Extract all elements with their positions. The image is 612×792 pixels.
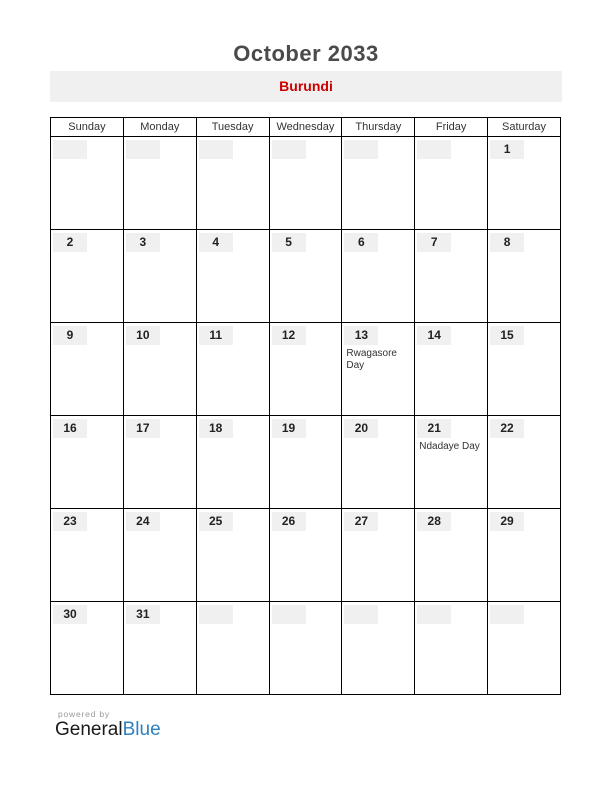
brand-general: General	[55, 719, 123, 740]
day-number: 2	[53, 233, 87, 252]
day-cell	[123, 323, 196, 416]
day-header-thursday: Thursday	[342, 118, 415, 137]
day-cell	[342, 230, 415, 323]
day-number: 18	[199, 419, 233, 438]
day-header-saturday: Saturday	[488, 118, 561, 137]
week-row	[51, 509, 561, 602]
day-cell	[51, 323, 124, 416]
day-number: 6	[344, 233, 378, 252]
day-number: 13	[344, 326, 378, 345]
day-number: 14	[417, 326, 451, 345]
day-number: 1	[490, 140, 524, 159]
day-cell	[488, 602, 561, 695]
day-cell	[123, 602, 196, 695]
day-cell	[196, 509, 269, 602]
calendar-header-row	[51, 118, 561, 137]
day-cell	[488, 137, 561, 230]
day-number	[417, 140, 451, 159]
page-title: October 2033	[233, 41, 379, 66]
day-cell	[269, 509, 342, 602]
day-number: 15	[490, 326, 524, 345]
day-number: 17	[126, 419, 160, 438]
day-cell	[415, 137, 488, 230]
day-number: 21	[417, 419, 451, 438]
day-cell	[123, 416, 196, 509]
week-row	[51, 137, 561, 230]
day-number: 26	[272, 512, 306, 531]
day-number: 11	[199, 326, 233, 345]
day-cell	[488, 230, 561, 323]
day-number	[344, 605, 378, 624]
day-cell	[269, 230, 342, 323]
day-header-sunday: Sunday	[51, 118, 124, 137]
day-number: 30	[53, 605, 87, 624]
day-number: 25	[199, 512, 233, 531]
day-cell	[123, 509, 196, 602]
day-number: 4	[199, 233, 233, 252]
day-header-friday: Friday	[415, 118, 488, 137]
day-cell	[196, 230, 269, 323]
day-number	[272, 605, 306, 624]
brand-blue: Blue	[122, 719, 161, 740]
holiday-label: Ndadaye Day	[419, 441, 480, 452]
day-cell	[51, 230, 124, 323]
day-cell	[342, 509, 415, 602]
day-cell	[342, 416, 415, 509]
day-cell	[342, 137, 415, 230]
day-number: 27	[344, 512, 378, 531]
calendar-table	[50, 117, 561, 695]
day-number: 10	[126, 326, 160, 345]
powered-by-text: powered by	[58, 709, 110, 719]
day-cell	[342, 323, 415, 416]
day-cell	[196, 602, 269, 695]
day-cell	[269, 416, 342, 509]
day-number: 22	[490, 419, 524, 438]
day-number: 7	[417, 233, 451, 252]
footer	[55, 709, 161, 740]
country-banner	[50, 71, 562, 102]
day-cell	[123, 137, 196, 230]
day-number: 28	[417, 512, 451, 531]
day-number: 23	[53, 512, 87, 531]
day-number: 9	[53, 326, 87, 345]
day-cell	[51, 137, 124, 230]
day-header-monday: Monday	[123, 118, 196, 137]
day-cell	[342, 602, 415, 695]
day-number: 31	[126, 605, 160, 624]
day-cell	[51, 509, 124, 602]
day-number: 3	[126, 233, 160, 252]
day-cell	[123, 230, 196, 323]
day-header-tuesday: Tuesday	[196, 118, 269, 137]
day-cell	[415, 323, 488, 416]
day-cell	[415, 416, 488, 509]
week-row	[51, 323, 561, 416]
week-row	[51, 602, 561, 695]
day-cell	[488, 323, 561, 416]
day-number	[53, 140, 87, 159]
day-cell	[196, 416, 269, 509]
day-number	[199, 605, 233, 624]
day-number: 16	[53, 419, 87, 438]
day-number: 20	[344, 419, 378, 438]
day-cell	[415, 230, 488, 323]
day-number: 29	[490, 512, 524, 531]
holiday-label: Rwagasore Day	[346, 348, 397, 371]
day-cell	[51, 416, 124, 509]
day-number: 5	[272, 233, 306, 252]
country-name: Burundi	[279, 78, 333, 94]
day-cell	[488, 509, 561, 602]
general-blue-logo-link[interactable]	[55, 719, 161, 740]
day-cell	[269, 602, 342, 695]
day-cell	[196, 323, 269, 416]
week-row	[51, 416, 561, 509]
day-number: 19	[272, 419, 306, 438]
day-number	[272, 140, 306, 159]
day-number	[490, 605, 524, 624]
day-number: 8	[490, 233, 524, 252]
week-row	[51, 230, 561, 323]
day-number	[126, 140, 160, 159]
day-cell	[269, 323, 342, 416]
day-number	[344, 140, 378, 159]
day-number: 24	[126, 512, 160, 531]
day-number	[417, 605, 451, 624]
day-cell	[415, 509, 488, 602]
day-number	[199, 140, 233, 159]
day-cell	[488, 416, 561, 509]
day-cell	[51, 602, 124, 695]
day-cell	[196, 137, 269, 230]
day-number: 12	[272, 326, 306, 345]
day-header-wednesday: Wednesday	[269, 118, 342, 137]
day-cell	[269, 137, 342, 230]
day-cell	[415, 602, 488, 695]
